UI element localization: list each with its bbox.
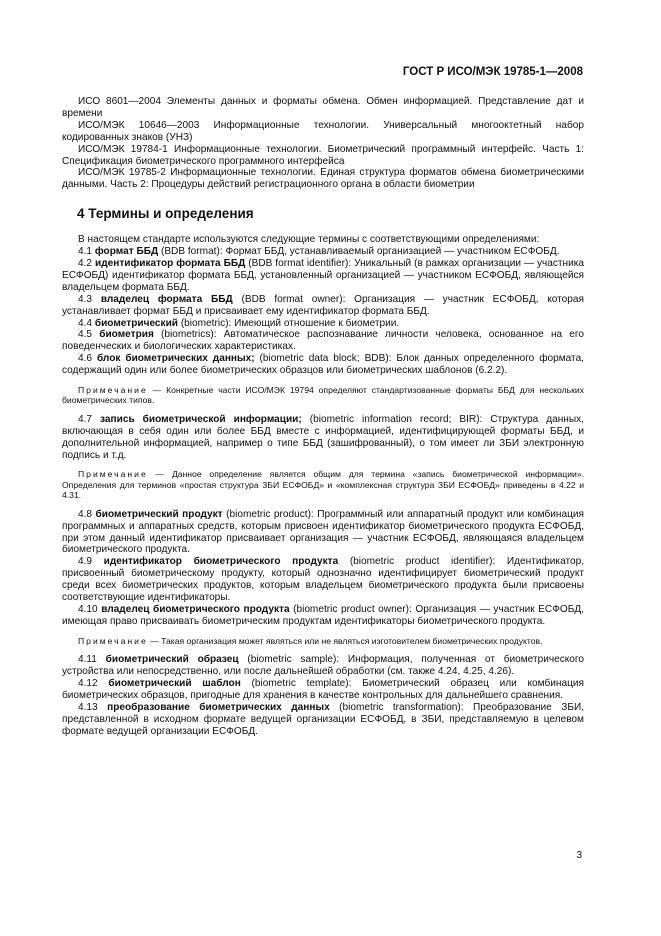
term-item [62, 294, 584, 318]
term-item [62, 353, 584, 377]
note [62, 385, 584, 406]
term-name: владелец формата ББД [100, 293, 233, 305]
term-number: 4.3 [78, 293, 93, 305]
term-number: 4.1 [78, 246, 93, 258]
reference-item: ИСО/МЭК 19784-1 Информационные технологии. Биометрический программный интерфейс. Часть 1: Спецификация биометрического программного интерфейса [62, 143, 584, 167]
note-label: Примечание [78, 469, 148, 480]
term-item [62, 654, 584, 678]
term-definition: (biometric sample): Информация, полученная от биометрического устройства или непосредственно, или после дальнейшей обработки (см. также 4.24, 4.25, 4.26). [62, 654, 584, 678]
term-item [62, 702, 584, 738]
term-definition: (biometric information record; BIR): Структура данных, включающая в себя один или более ББД вместе с информацией, идентифицирующей форматы ББД, и дополнительной информацией, например о типе ББД (зашифрованный), о том имеет ли ЗБИ электронную подпись и т.д. [62, 413, 584, 461]
note-text: — Конкретные части ИСО/МЭК 19794 определяют стандартизованные форматы ББД для нескольких биометрических типов. [62, 385, 584, 406]
term-definition: (biometric product identifier): Идентификатор, присвоенный биометрическому продукту, который однозначно идентифицирует биометрический продукт среди всех биометрических продуктов, которым владельцем биометрического продукта были присвоены соответствующие идентификаторы. [62, 556, 584, 604]
note [62, 469, 584, 500]
term-number: 4.2 [78, 257, 93, 269]
term-item [62, 678, 584, 702]
term-definition: (biometric product owner): Организация — участник ЕСФОБД, имеющая право присваивать биометрическим продуктам идентификаторы биометрического продукта. [62, 603, 584, 627]
term-number: 4.13 [78, 701, 98, 713]
document-body [62, 96, 584, 738]
term-number: 4.12 [78, 677, 98, 689]
term-item [62, 329, 584, 353]
term-definition: (BDB format): Формат ББД, устанавливаемый организацией — участником ЕСФОБД. [158, 246, 560, 258]
term-item [62, 414, 584, 462]
term-name: владелец биометрического продукта [101, 603, 290, 615]
term-name: запись биометрической информации; [100, 413, 302, 425]
term-name: преобразование биометрических данных [107, 701, 330, 713]
term-item [62, 509, 584, 557]
term-item [62, 556, 584, 604]
term-name: идентификатор биометрического продукта [103, 556, 339, 568]
term-name: биометрический образец [105, 654, 239, 666]
section-intro: В настоящем стандарте используются следующие термины с соответствующими определениями: [78, 234, 540, 246]
term-number: 4.5 [78, 329, 93, 341]
term-item [62, 318, 584, 330]
term-name: биометрический продукт [95, 508, 223, 520]
term-name: биометрия [99, 329, 154, 341]
term-number: 4.8 [78, 508, 93, 520]
term-item [62, 246, 584, 258]
note [62, 636, 584, 646]
term-definition: (biometric transformation): Преобразование ЗБИ, представленной в исходном формате ведущей организации ЕСФОБД, в ЗБИ, представляемую в целевом формате ведущей организации ЕСФОБД. [62, 701, 584, 737]
term-definition: (BDB format owner): Организация — участник ЕСФОБД, которая устанавливает формат ББД и присваивает ему идентификатор формата ББД. [62, 293, 584, 317]
term-item [62, 604, 584, 628]
term-name: блок биометрических данных; [96, 353, 255, 365]
term-number: 4.7 [78, 413, 93, 425]
term-number: 4.4 [78, 317, 93, 329]
term-number: 4.6 [78, 353, 93, 365]
term-definition: (biometric template): Биометрический образец или комбинация биометрических образцов, пригодные для хранения в качестве контрольных для дальнейшего сравнения. [62, 677, 584, 701]
reference-item: ИСО/МЭК 19785-2 Информационные технологии. Единая структура форматов обмена биометрическими данными. Часть 2: Процедуры действий регистрационного органа в области биометрии [62, 167, 584, 191]
note-label: Примечание [78, 635, 148, 646]
term-definition: (BDB format identifier): Уникальный (в рамках организации — участника ЕСФОБД) идентификатор формата ББД, установленный организацией — участником ЕСФОБД, являющейся владельцем формата ББД. [62, 257, 585, 293]
document-header: ГОСТ Р ИСО/МЭК 19785-1—2008 [402, 66, 583, 78]
reference-item: ИСО 8601—2004 Элементы данных и форматы обмена. Обмен информацией. Представление дат и времени [62, 96, 584, 119]
note-label: Примечание [78, 385, 148, 396]
term-number: 4.10 [78, 603, 98, 615]
term-item [62, 258, 584, 294]
term-name: формат ББД [94, 246, 159, 258]
reference-item: ИСО/МЭК 10646—2003 Информационные технологии. Универсальный многооктетный набор кодированных знаков (УНЗ) [62, 119, 584, 143]
note-text: — Такая организация может являться или не являться изготовителем биометрических продуктов. [147, 635, 543, 646]
term-name: идентификатор формата ББД [95, 257, 246, 269]
note-text: — Данное определение является общим для термина «запись биометрической информации». Определения для терминов «простая структура ЗБИ ЕСФОБД» и «комплексная структура ЗБИ ЕСФОБД» приведены в 4.22 и 4.31. [62, 469, 584, 501]
term-number: 4.9 [78, 556, 93, 568]
term-definition: (biometric product): Программный или аппаратный продукт или комбинация программных и аппаратных средств, которым присвоен идентификатор биометрического продукта ЕСФОБД, при этом данный идентификатор присваивает организация — участник ЕСФОБД, являющаяся владельцем биометрического продукта. [62, 508, 584, 556]
page-number: 3 [576, 850, 582, 861]
term-definition: (biometric data block; BDB): Блок данных определенного формата, содержащий один или более биометрических образцов или биометрических шаблонов (6.2.2). [62, 353, 584, 377]
term-name: биометрический шаблон [108, 677, 241, 689]
term-name: биометрический [94, 317, 179, 329]
term-definition: (biometric): Имеющий отношение к биометрии. [178, 317, 400, 329]
term-definition: (biometrics): Автоматическое распознавание личности человека, основанное на его поведенческих и биологических характеристиках. [62, 329, 584, 353]
term-number: 4.11 [78, 654, 97, 666]
section-title: 4 Термины и определения [77, 206, 254, 222]
